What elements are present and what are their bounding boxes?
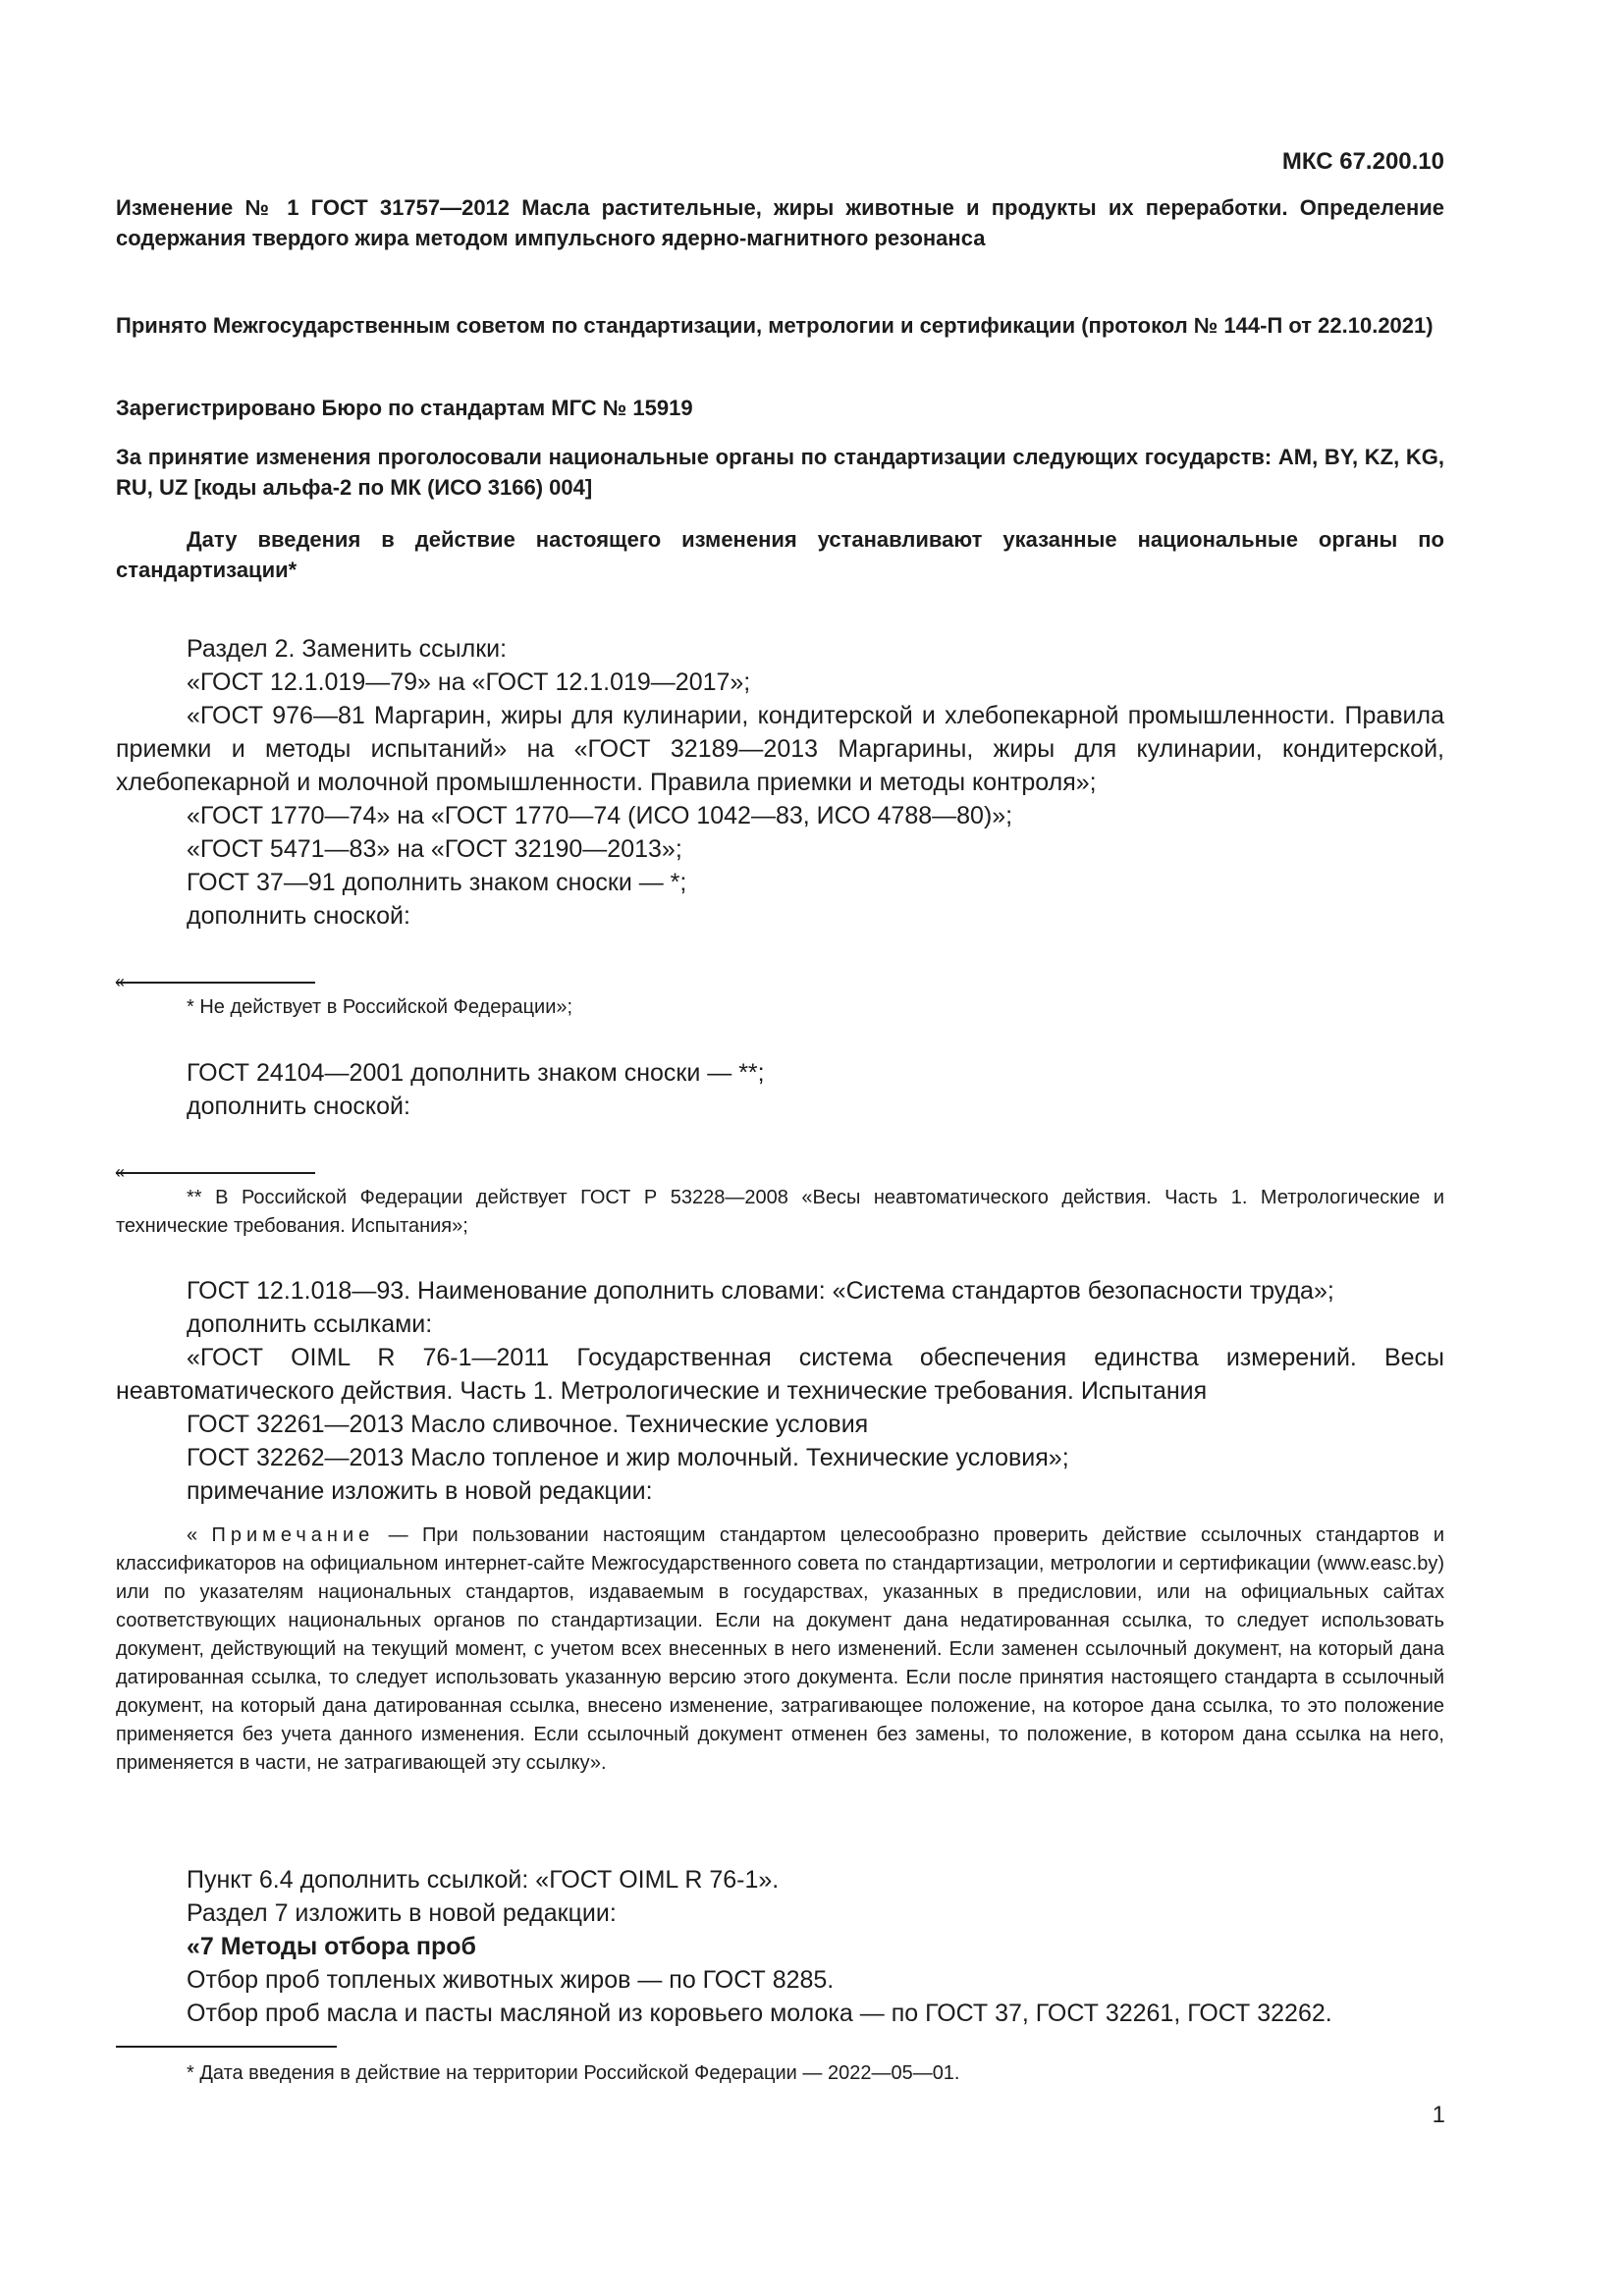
gost32262-ref: ГОСТ 32262—2013 Масло топленое и жир молочный. Технические условия»; — [187, 1444, 1069, 1471]
note-intro: примечание изложить в новой редакции: — [187, 1477, 653, 1505]
replacement-4: «ГОСТ 5471—83» на «ГОСТ 32190—2013»; — [187, 835, 682, 863]
add-footnote-1: дополнить сноской: — [187, 902, 410, 930]
gost12-line: ГОСТ 12.1.018—93. Наименование дополнить словами: «Система стандартов безопасности труда»; — [187, 1277, 1334, 1305]
add-footnote-2: дополнить сноской: — [187, 1093, 410, 1120]
section2-intro: Раздел 2. Заменить ссылки: — [187, 635, 508, 663]
replacement-3: «ГОСТ 1770—74» на «ГОСТ 1770—74 (ИСО 1042—83, ИСО 4788—80)»; — [187, 802, 1013, 829]
note-text: — При пользовании настоящим стандартом целесообразно проверить действие ссылочных стандартов и классификаторов на официальном интернет-сайте Межгосударственного совета по стандартизации, метрологии и сертификации (www.easc.by) или по указателям национальных стандартов, издаваемым в государствах, указанных в предисловии, или на официальных сайтах соответствующих национальных органов по стандартизации. Если на документ дана недатированная ссылка, то следует использовать документ, действующий на текущий момент, с учетом всех внесенных в него изменений. Если заменен ссылочный документ, на который дана датированная ссылка, то следует использовать указанную версию этого документа. Если после принятия настоящего стандарта в ссылочный документ, на который дана датированная ссылка, внесено изменение, затрагивающее положение, на которое дана ссылка, то это положение применяется без учета данного изменения. Если ссылочный документ отменен без замены, то положение, в котором дана ссылка на него, применяется в части, не затрагивающей эту ссылку». — [116, 1524, 1444, 1774]
adoption-info: Принято Межгосударственным советом по стандартизации, метрологии и сертификации (протокол № 144-П от 22.10.2021) — [116, 313, 1434, 338]
section7-intro: Раздел 7 изложить в новой редакции: — [187, 1899, 617, 1927]
section7-line-2: Отбор проб масла и пасты масляной из коровьего молока — по ГОСТ 37, ГОСТ 32261, ГОСТ 32262. — [187, 2000, 1332, 2027]
amendment-title: Изменение № 1 ГОСТ 31757—2012 Масла растительные, жиры животные и продукты их переработки. Определение содержания твердого жира методом импульсного ядерно-магнитного резонанса — [116, 195, 1444, 250]
open-quote-1: « — [115, 972, 126, 991]
voting-info: За принятие изменения проголосовали национальные органы по стандартизации следующих государств: AM, BY, KZ, KG, RU, UZ [коды альфа-2 по МК (ИСО 3166) 004] — [116, 445, 1444, 500]
page-footnote: * Дата введения в действие на территории Российской Федерации — 2022—05—01. — [187, 2062, 960, 2084]
footnote-separator — [116, 2046, 337, 2048]
gost24104-line: ГОСТ 24104—2001 дополнить знаком сноски — **; — [187, 1059, 765, 1087]
add-references: дополнить ссылками: — [187, 1310, 433, 1338]
section7-line-1: Отбор проб топленых животных жиров — по ГОСТ 8285. — [187, 1966, 835, 1994]
gost37-line: ГОСТ 37—91 дополнить знаком сноски — *; — [187, 869, 687, 896]
note-prefix: « — [187, 1524, 212, 1546]
classification-code: МКС 67.200.10 — [1281, 148, 1444, 175]
effective-date-info: Дату введения в действие настоящего изменения устанавливают указанные национальные органы по стандартизации* — [116, 527, 1444, 582]
inserted-footnote-1: * Не действует в Российской Федерации»; — [187, 996, 573, 1018]
point-64: Пункт 6.4 дополнить ссылкой: «ГОСТ OIML R 76-1». — [187, 1866, 780, 1894]
page-number: 1 — [1432, 2102, 1445, 2128]
gost32261-ref: ГОСТ 32261—2013 Масло сливочное. Технические условия — [187, 1411, 869, 1438]
open-quote-2: « — [115, 1162, 126, 1182]
footnote-rule-1 — [116, 982, 315, 984]
note-block — [116, 1522, 1444, 1778]
note-label: Примечание — [211, 1524, 375, 1546]
replacement-1: «ГОСТ 12.1.019—79» на «ГОСТ 12.1.019—2017»; — [187, 668, 751, 696]
replacement-2: «ГОСТ 976—81 Маргарин, жиры для кулинарии, кондитерской и хлебопекарной промышленности. Правила приемки и методы испытаний» на «ГОСТ 32189—2013 Маргарины, жиры для кулинарии, кондитерской, хлебопекарной и молочной промышленности. Правила приемки и методы контроля»; — [116, 702, 1444, 796]
footnote-rule-2 — [116, 1172, 315, 1174]
gost-oiml-ref: «ГОСТ OIML R 76-1—2011 Государственная система обеспечения единства измерений. Весы неавтоматического действия. Часть 1. Метрологические и технические требования. Испытания — [116, 1344, 1444, 1405]
inserted-footnote-2: ** В Российской Федерации действует ГОСТ Р 53228—2008 «Весы неавтоматического действия. Часть 1. Метрологические и технические требования. Испытания»; — [116, 1187, 1444, 1237]
section7-heading: «7 Методы отбора проб — [187, 1933, 476, 1960]
registration-info: Зарегистрировано Бюро по стандартам МГС № 15919 — [116, 396, 693, 420]
